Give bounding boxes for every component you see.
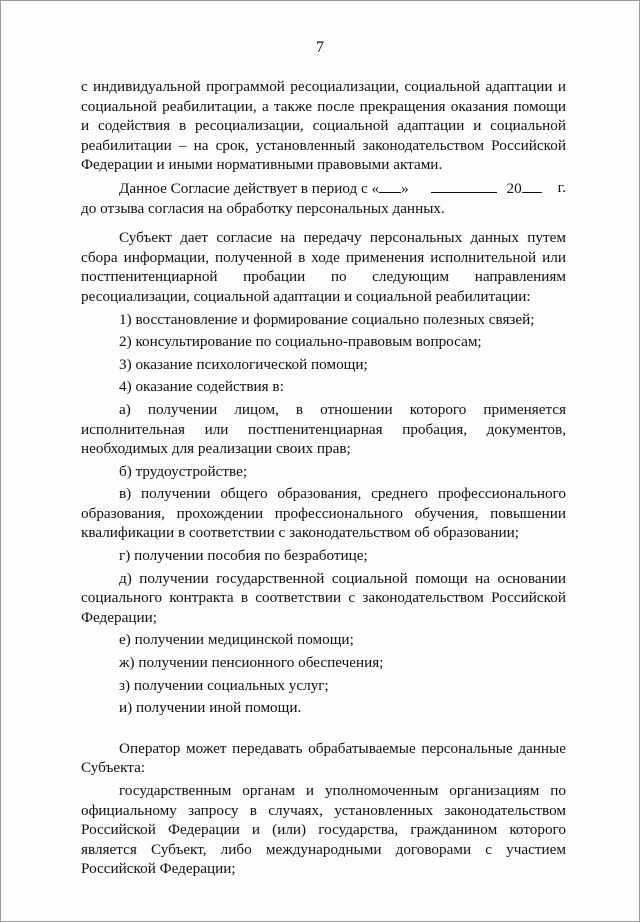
validity-paragraph xyxy=(81,178,566,218)
sub-item-z: з) получении социальных услуг; xyxy=(119,676,329,694)
transfer-paragraph: Субъект дает согласие на передачу персональных данных путем сбора информации, полученной в ходе применения исполнительной или постпенитенциарной пробации по следующим направлениям ресоциализации, социальной адаптации и социальной реабилитации: xyxy=(81,229,566,305)
quote-close: » xyxy=(401,179,409,197)
state-bodies-paragraph: государственным органам и уполномоченным организациям по официальному запросу в случаях, установленных законодательством Российской Федерации и (или) государства, гражданином которого является Субъект, либо международными договорами с участием Российской Федерации; xyxy=(81,782,566,878)
day-blank xyxy=(379,178,401,193)
sub-item-v: в) получении общего образования, среднего профессионального образования, прохождении профессионального обучения, повышении квалификации в соответствии с законодательством об образовании; xyxy=(81,485,566,542)
document-body xyxy=(81,77,566,879)
sub-item-g: г) получении пособия по безработице; xyxy=(119,547,368,565)
list-item: 4) оказание содействия в: xyxy=(119,378,284,396)
list-item: 2) консультирование по социально-правовым вопросам; xyxy=(119,333,482,351)
year-blank xyxy=(522,178,542,193)
sub-item-d: д) получении государственной социальной помощи на основании социального контракта в соответствии с законодательством Российской Федерации; xyxy=(81,569,566,626)
year-suffix: г. xyxy=(557,178,566,196)
list-item: 1) восстановление и формирование социально полезных связей; xyxy=(119,310,535,328)
intro-paragraph: с индивидуальной программой ресоциализации, социальной адаптации и социальной реабилитации, а также после прекращения оказания помощи и содействия в ресоциализации, социальной адаптации и социальной реабилитации – на срок, установленный законодательством Российской Федерации и иными нормативными правовыми актами. xyxy=(81,78,566,174)
sub-item-zh: ж) получении пенсионного обеспечения; xyxy=(119,654,384,672)
operator-paragraph: Оператор может передавать обрабатываемые персональные данные Субъекта: xyxy=(81,739,566,777)
sub-item-i: и) получении иной помощи. xyxy=(119,699,302,717)
validity-prefix: Данное Согласие действует в период с « xyxy=(119,179,380,197)
sub-item-e: е) получении медицинской помощи; xyxy=(119,631,354,649)
sub-item-a: а) получении лицом, в отношении которого применяется исполнительная или постпенитенциарная пробация, документов, необходимых для реализации своих прав; xyxy=(81,400,566,458)
sub-item-b: б) трудоустройстве; xyxy=(119,462,248,480)
validity-line-2: до отзыва согласия на обработку персональных данных. xyxy=(81,199,445,217)
validity-line xyxy=(81,178,566,199)
month-blank xyxy=(431,178,497,193)
list-item: 3) оказание психологической помощи; xyxy=(119,355,368,373)
page-number: 7 xyxy=(316,39,324,56)
year-prefix: 20 xyxy=(506,179,522,197)
